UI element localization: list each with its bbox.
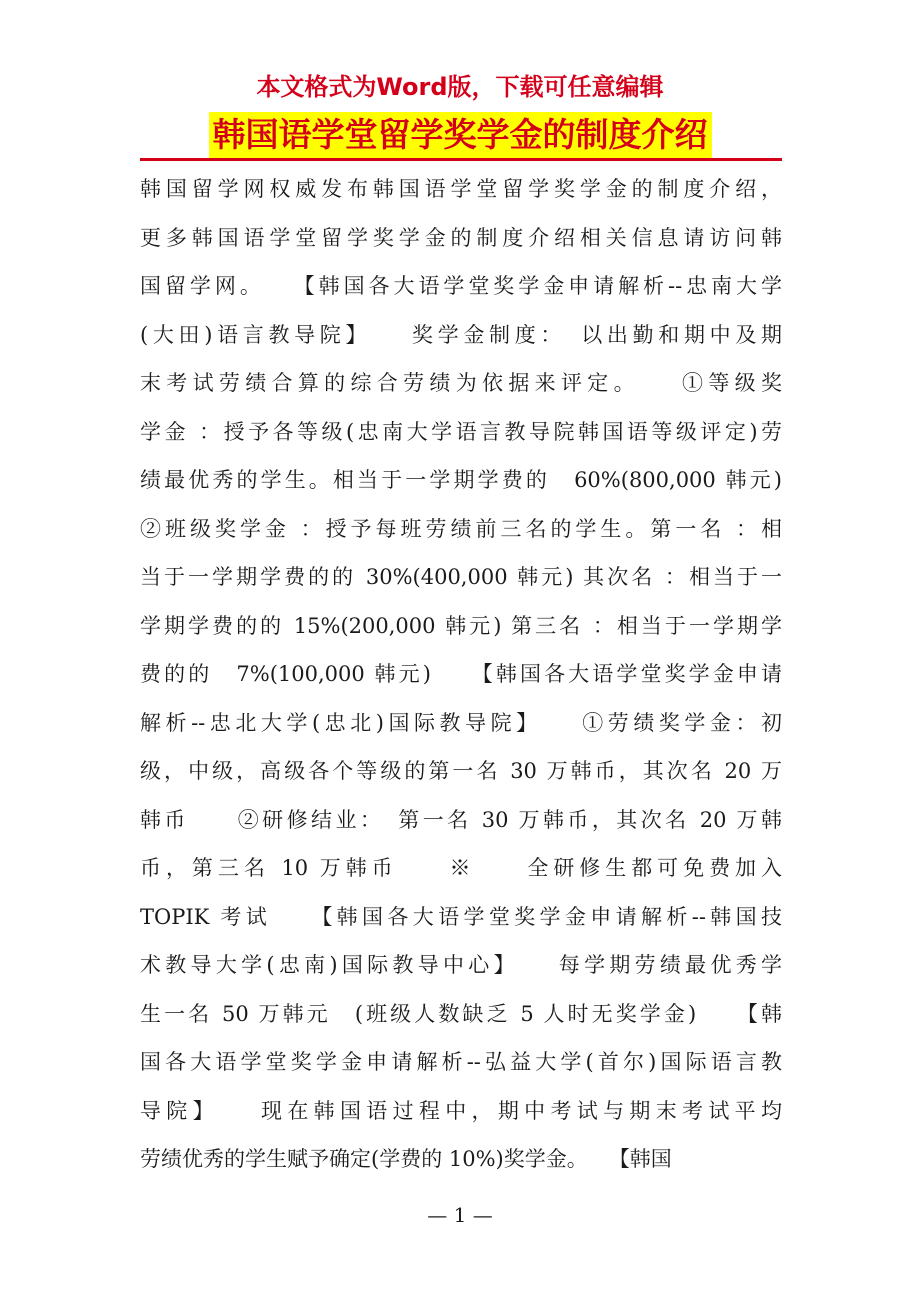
body-line: 绩最优秀的学生。相当于一学期学费的 60%(800,000 韩元) <box>140 468 782 492</box>
body-line: 级，中级，高级各个等级的第一名 30 万韩币，其次名 20 万 <box>140 759 782 783</box>
title-wrapper <box>0 112 920 158</box>
body-line: 解析--忠北大学(忠北)国际教导院】 ①劳绩奖学金：初 <box>140 710 782 735</box>
body-line: 导院】 现在韩国语过程中，期中考试与期末考试平均 <box>140 1098 782 1123</box>
body-line: 国留学网。 【韩国各大语学堂奖学金申请解析--忠南大学 <box>140 274 782 298</box>
body-text <box>140 165 782 1184</box>
document-title: 韩国语学堂留学奖学金的制度介绍 <box>209 112 712 158</box>
body-line: 当于一学期学费的的 30%(400,000 韩元) 其次名 ：相当于一 <box>140 565 782 589</box>
body-line: 学金 ：授予各等级(忠南大学语言教导院韩国语等级评定)劳 <box>140 419 782 444</box>
body-line: 末考试劳绩合算的综合劳绩为依据来评定。 ①等级奖 <box>140 371 782 395</box>
body-line: 学期学费的的 15%(200,000 韩元) 第三名 ：相当于一学期学 <box>140 613 782 638</box>
body-line: TOPIK 考试 【韩国各大语学堂奖学金申请解析--韩国技 <box>140 904 782 929</box>
body-line: ②班级奖学金 ：授予每班劳绩前三名的学生。第一名 ：相 <box>140 516 782 541</box>
download-notice: 本文格式为Word版，下载可任意编辑 <box>256 73 664 101</box>
body-line: 国各大语学堂奖学金申请解析--弘益大学(首尔)国际语言教 <box>140 1050 782 1074</box>
body-line: 劳绩优秀的学生赋予确定(学费的 10%)奖学金。 【韩国 <box>140 1147 672 1171</box>
body-line: 费的的 7%(100,000 韩元) 【韩国各大语学堂奖学金申请 <box>140 662 782 686</box>
body-line: 更多韩国语学堂留学奖学金的制度介绍相关信息请访问韩 <box>140 225 782 250</box>
body-line: 术教导大学(忠南)国际教导中心】 每学期劳绩最优秀学 <box>140 953 782 977</box>
body-line: 币，第三名 10 万韩币 ※ 全研修生都可免费加入 <box>140 856 782 880</box>
body-line: (大田)语言教导院】 奖学金制度： 以出勤和期中及期 <box>140 322 782 347</box>
body-line: 韩国留学网权威发布韩国语学堂留学奖学金的制度介绍， <box>140 177 782 201</box>
body-line: 韩币 ②研修结业： 第一名 30 万韩币，其次名 20 万韩 <box>140 807 782 832</box>
body-line: 生一名 50 万韩元 (班级人数缺乏 5 人时无奖学金) 【韩 <box>140 1001 782 1026</box>
page-number: — 1 — <box>427 1203 493 1227</box>
title-divider <box>140 158 782 161</box>
